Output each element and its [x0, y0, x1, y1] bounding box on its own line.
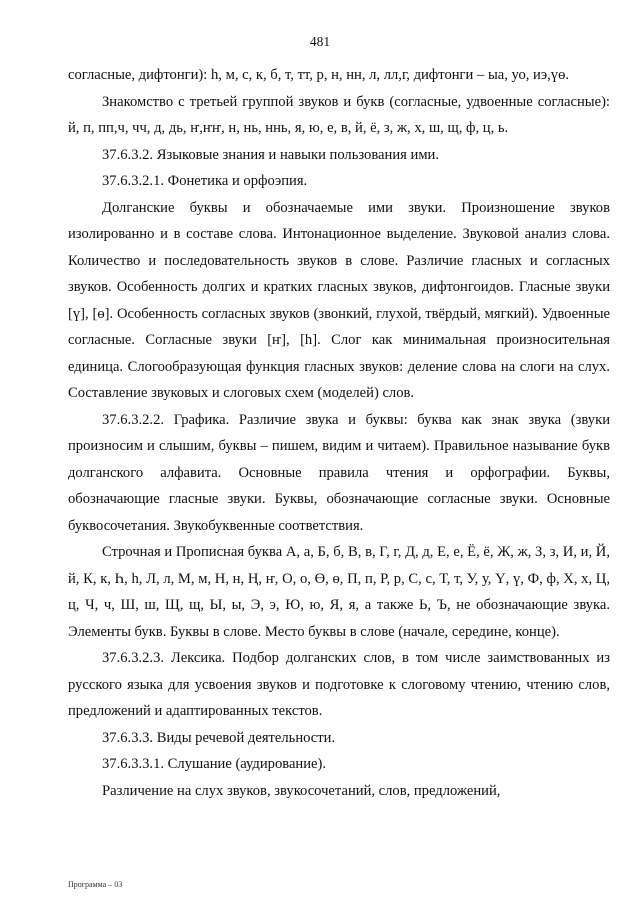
section-heading-phonetics: 37.6.3.2.1. Фонетика и орфоэпия. — [102, 173, 308, 189]
page-number: 481 — [309, 34, 331, 49]
paragraph-phonetics: Долганские буквы и обозначаемые ими звуки. Произношение звуков изолированно и в составе слова. Интонационное выделение. Звуковой анализ слова. Количество и последовательность звуков в слове. Различие гласных и согласных звуков. Особенность долгих и кратких гласных звуков, дифтонгоидов. Гласные звуки [ү], [ө]. Особенность согласных звуков (звонкий, глухой, твёрдый, мягкий). Удвоенные согласные. Согласные звуки [ҥ], [h]. Слог как минимальная произносительная единица. Слогообразующая функция гласных звуков: деление слова на слоги на слух. Составление звуковых и слоговых схем (моделей) слов. — [68, 199, 610, 401]
paragraph-listening: Различение на слух звуков, звукосочетаний, слов, предложений, — [102, 782, 501, 799]
footer-label: Программа – 03 — [68, 880, 123, 889]
paragraph-continuation: согласные, дифтонги): һ, м, с, к, б, т, тт, р, н, нн, л, лл,г, дифтонги – ыа, уо, иэ,үө. — [68, 67, 570, 83]
paragraph-graphics: 37.6.3.2.2. Графика. Различие звука и буквы: буква как знак звука (звуки произносим и слышим, буквы – пишем, видим и читаем). Правильное называние букв долганского алфавита. Основные правила чтения и орфографии. Буквы, обозначающие гласные звуки. Буквы, обозначающие согласные звуки. Основные буквосочетания. Звукобуквенные соответствия. — [68, 411, 610, 534]
paragraph-alphabet: Строчная и Прописная буква А, а, Б, б, В, в, Г, г, Д, д, Е, е, Ё, ё, Ж, ж, З, з, И, и, Й, й, К, к, Һ, һ, Л, л, М, м, Н, н, Ң, ҥ, О, о, Ө, ө, П, п, Р, р, С, с, Т, т, У, у, Ү, ү, Ф, ф, Х, х, Ц, ц, Ч, ч, Ш, ш, Щ, щ, Ы, ы, Э, э, Ю, ю, Я, я, а также Ь, Ъ, не обозначающие звука. Элементы букв. Буквы в слове. Место буквы в слове (начале, середине, конце). — [68, 544, 610, 640]
section-heading-37-6-3-2: 37.6.3.2. Языковые знания и навыки пользования ими. — [102, 146, 440, 163]
section-heading-listening: 37.6.3.3.1. Слушание (аудирование). — [102, 756, 327, 772]
section-heading-speech-activity: 37.6.3.3. Виды речевой деятельности. — [102, 729, 336, 746]
paragraph-third-group: Знакомство с третьей группой звуков и букв (согласные, удвоенные согласные): й, п, пп,ч, чч, д, дь, ҥ,ҥҥ, н, нь, ннь, я, ю, е, в, й, ё, з, ж, х, ш, щ, ф, ц, ь. — [68, 93, 610, 136]
document-body — [68, 62, 610, 804]
paragraph-lexicon: 37.6.3.2.3. Лексика. Подбор долганских слов, в том числе заимствованных из русского языка для усвоения звуков и подготовке к слоговому чтению, чтению слов, предложений и адаптированных текстов. — [68, 650, 610, 719]
